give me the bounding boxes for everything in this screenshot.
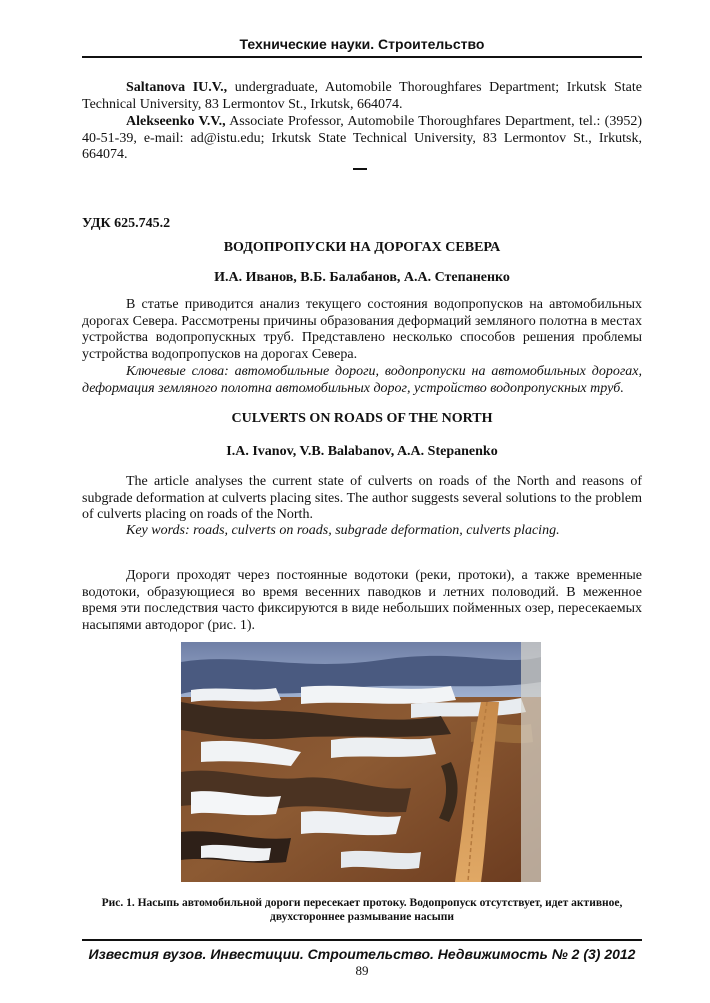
article-authors-ru: И.А. Иванов, В.Б. Балабанов, А.А. Степаненко xyxy=(214,270,510,285)
author-name: Saltanova IU.V., xyxy=(126,80,228,95)
running-header: Технические науки. Строительство xyxy=(239,36,485,52)
body-paragraph: Дороги проходят через постоянные водотоки (реки, протоки), а также временные водотоки, образующиеся во время весенних паводков и летних половодий. В меженное время эти последствия часто фиксируются в виде небольших пойменных озер, пересекаемых насыпями автодорог (рис. 1). xyxy=(82,568,642,633)
udk-code: УДК 625.745.2 xyxy=(82,216,171,231)
article-title-en: CULVERTS ON ROADS OF THE NORTH xyxy=(231,411,493,426)
article-title-ru: ВОДОПРОПУСКИ НА ДОРОГАХ СЕВЕРА xyxy=(223,240,501,255)
author-info-saltanova xyxy=(82,80,642,113)
header-divider xyxy=(82,56,642,58)
keywords-ru: Ключевые слова: автомобильные дороги, водопропуски на автомобильных дорогах, деформация земляного полотна автомобильных дорог, устройство водопропускных труб. xyxy=(82,364,642,396)
abstract-en: The article analyses the current state of culverts on roads of the North and reasons of subgrade deformation at culverts placing sites. The author suggests several solutions to the problem of culverts placing on roads of the North. xyxy=(82,474,642,522)
figure-caption: Рис. 1. Насыпь автомобильной дороги пересекает протоку. Водопропуск отсутствует, идет активное, двухстороннее размывание насыпи xyxy=(101,897,623,923)
footer-divider xyxy=(82,939,642,941)
author-name: Alekseenko V.V., xyxy=(126,114,226,129)
article-authors-en: I.A. Ivanov, V.B. Balabanov, A.A. Stepanenko xyxy=(226,444,498,459)
author-info-alekseenko xyxy=(82,114,642,164)
author-details: Associate Professor, Automobile Thoroughfares Department, tel.: (3952) 40-51-39, e-mail: ad@istu.edu; Irkutsk State Technical University, 83 Lermontov St., Irkutsk, 664074. xyxy=(82,114,642,162)
aerial-photo-figure xyxy=(181,642,541,882)
author-details: undergraduate, Automobile Thoroughfares Department; Irkutsk State Technical University, 83 Lermontov St., Irkutsk, 664074. xyxy=(82,80,642,112)
abstract-ru: В статье приводится анализ текущего состояния водопропусков на автомобильных дорогах Севера. Рассмотрены причины образования деформаций земляного полотна в местах устройства водопропускных труб. Представлено несколько способов решения проблемы устройства водопропусков на дорогах Севера. xyxy=(82,297,642,362)
aerial-photo xyxy=(181,642,541,882)
page-number: 89 xyxy=(355,963,369,978)
running-footer: Известия вузов. Инвестиции. Строительство. Недвижимость № 2 (3) 2012 xyxy=(88,946,636,962)
section-separator xyxy=(353,168,367,170)
keywords-en: Key words: roads, culverts on roads, subgrade deformation, culverts placing. xyxy=(126,523,560,538)
